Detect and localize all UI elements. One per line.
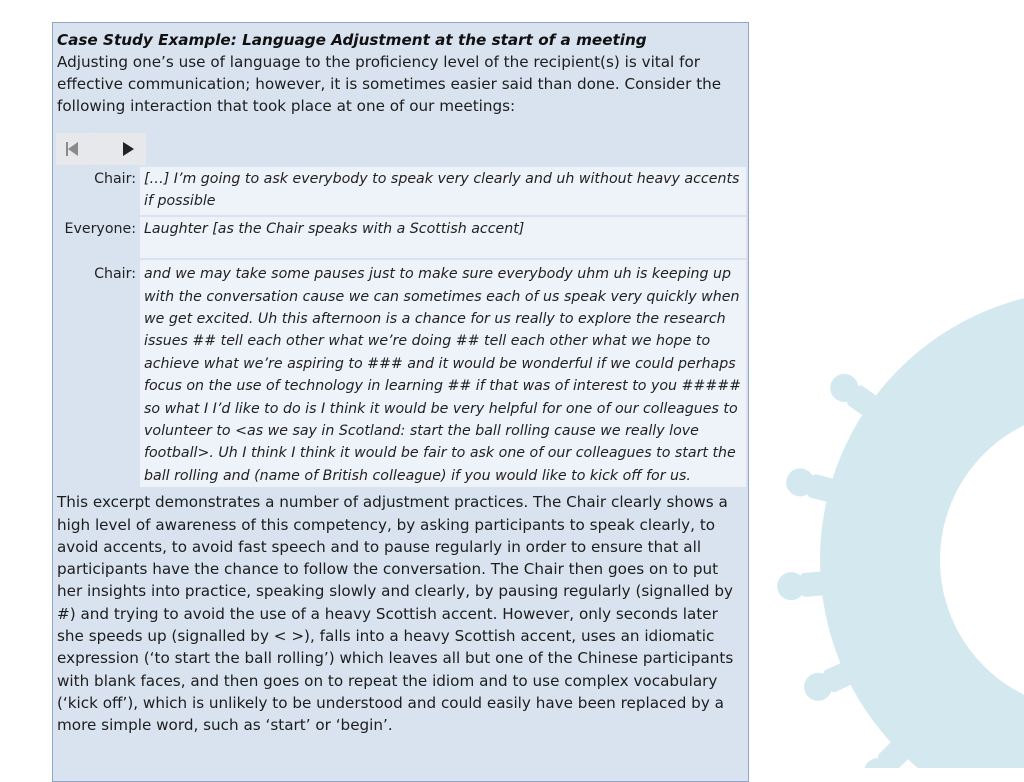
summary-paragraph: This excerpt demonstrates a number of adjustment practices. The Chair clearly shows a high level of awareness of this competency, by asking participants to speak clearly, to avoid accents, to avoid fast speech and to pause regularly in order to ensure that all participants have the chance to follow the conversation. The Chair then goes on to put her insights into practice, speaking slowly and clearly, by pausing regularly (signalled by #) and trying to avoid the use of a heavy Scottish accent. However, only seconds later she speeds up (signalled by < >), falls into a heavy Scottish accent, uses an idiomatic expression (‘to start the ball rolling’) which leaves all but one of the Chinese participants with blank faces, and then goes on to repeat the idiom and to use complex vocabulary (‘kick off’), which is unlikely to be understood and could easily have been replaced by a more simple word, such as ‘start’ or ‘begin’. [57,493,734,735]
case-study-panel [52,22,749,782]
case-study-title: Case Study Example: Language Adjustment at the start of a meeting [57,31,647,49]
intro-section [53,23,748,117]
speech-text: […] I’m going to ask everybody to speak very clearly and uh without heavy accents if possible [140,167,746,215]
transcript-row [53,260,748,487]
previous-button[interactable] [56,133,102,165]
transcript-table [53,167,748,487]
audio-player [56,133,146,165]
speaker-label: Everyone: [64,220,136,237]
play-icon [123,142,134,156]
speaker-label: Chair: [94,266,136,283]
previous-arrow-icon [68,142,78,156]
transcript-row [53,217,748,258]
speech-text: and we may take some pauses just to make sure everybody uhm uh is keeping up with the conversation cause we can sometimes each of us speak very quickly when we get excited. Uh this afternoon is a chance for us really to explore the research issues ## tell each other what we’re doing ## tell each other what we hope to achieve what we’re aspiring to ### and it would be wonderful if we could perhaps focus on the use of technology in learning ## if that was of interest to you ##### so what I I’d like to do is I think it would be very helpful for one of our colleagues to volunteer to <as we say in Scotland: start the ball rolling cause we really love football>. Uh I think I think it would be fair to ask one of our colleagues to start the ball rolling and (name of British colleague) if you would like to kick off for us. [140,260,746,487]
case-study-intro: Adjusting one’s use of language to the proficiency level of the recipient(s) is vital for effective communication; however, it is sometimes easier said than done. Consider the following interaction that took place at one of our meetings: [57,53,722,115]
speech-text: Laughter [as the Chair speaks with a Scottish accent] [140,217,746,258]
transcript-row [53,167,748,215]
speaker-label: Chair: [94,171,136,187]
